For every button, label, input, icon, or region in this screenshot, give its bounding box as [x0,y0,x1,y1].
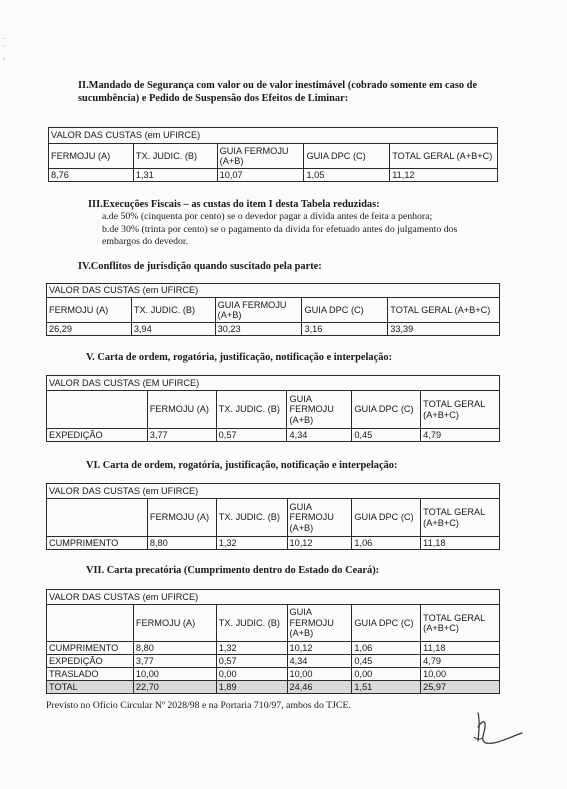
value-guia-fermoju: 4,34 [287,655,352,668]
header-total-geral: TOTAL GERAL (A+B+C) [390,144,498,169]
value-guia-fermoju: 4,34 [287,429,352,442]
row-label: EXPEDIÇÃO [47,655,134,668]
header-guia-fermoju: GUIA FERMOJU (A+B) [217,144,304,169]
value-total-geral: 25,97 [421,681,500,694]
total-row [47,681,500,694]
table-row [47,642,500,655]
header-total-geral: TOTAL GERAL (A+B+C) [421,391,500,429]
table-title: VALOR DAS CUSTAS (em UFIRCE) [47,284,500,298]
value-fermoju: 3,77 [133,655,216,668]
value-tx-judic: 0,57 [216,429,287,442]
value-guia-fermoju: 10,12 [287,642,352,655]
section-4-title: IV.Conflitos de jurisdição quando suscitado pela parte: [78,261,322,272]
value-fermoju: 26,29 [47,323,132,336]
value-guia-dpc: 1,06 [352,642,421,655]
header-fermoju: FERMOJU (A) [49,144,134,169]
value-fermoju: 8,80 [133,642,216,655]
value-guia-dpc: 0,45 [352,429,421,442]
header-guia-fermoju: GUIA FERMOJU (A+B) [287,391,352,429]
table-title: VALOR DAS CUSTAS (em UFIRCE) [49,128,498,144]
signature-icon [470,707,530,757]
value-tx-judic: 1,89 [216,681,287,694]
value-fermoju: 8,76 [49,169,134,182]
value-guia-fermoju: 24,46 [287,681,352,694]
value-tx-judic: 0,00 [216,668,287,681]
header-empty [47,391,148,429]
header-guia-fermoju: GUIA FERMOJU (A+B) [215,298,302,323]
section-3-line-b2: embargos do devedor. [102,236,189,247]
value-guia-fermoju: 10,12 [287,537,352,550]
section-6-table [46,483,500,550]
table-title: VALOR DAS CUSTAS (EM UFIRCE) [47,376,500,391]
value-tx-judic: 1,31 [133,169,217,182]
value-total-geral: 33,39 [388,323,500,336]
header-total-geral: TOTAL GERAL (A+B+C) [421,605,500,642]
row-label: CUMPRIMENTO [47,537,148,550]
section-2-title-line1: II.Mandado de Segurança com valor ou de valor inestimável (cobrado somente em caso de [78,80,478,91]
value-guia-dpc: 1,05 [304,169,390,182]
header-guia-fermoju: GUIA FERMOJU (A+B) [287,605,352,642]
header-guia-dpc: GUIA DPC (C) [352,605,421,642]
row-label: EXPEDIÇÃO [47,429,148,442]
value-fermoju: 8,80 [147,537,216,550]
value-guia-fermoju: 10,07 [217,169,304,182]
value-fermoju: 10,00 [133,668,216,681]
header-tx-judic: TX. JUDIC. (B) [131,298,215,323]
header-total-geral: TOTAL GERAL (A+B+C) [421,499,500,537]
table-title: VALOR DAS CUSTAS (em UFIRCE) [47,590,500,605]
header-empty [47,605,134,642]
scan-marks: . · , [3,32,6,61]
row-label: CUMPRIMENTO [47,642,134,655]
value-total-geral: 11,18 [421,537,500,550]
value-guia-dpc: 1,06 [352,537,421,550]
value-guia-dpc: 0,45 [352,655,421,668]
value-guia-dpc: 3,16 [302,323,388,336]
section-5-title: V. Carta de ordem, rogatória, justificação, notificação e interpelação: [86,352,393,363]
header-tx-judic: TX. JUDIC. (B) [133,144,217,169]
value-tx-judic: 1,32 [216,642,287,655]
header-guia-dpc: GUIA DPC (C) [352,499,421,537]
section-6-title: VI. Carta de ordem, rogatória, justificação, notificação e interpelação: [86,460,398,471]
table-row [47,655,500,668]
value-total-geral: 11,18 [421,642,500,655]
table-title: VALOR DAS CUSTAS (em UFIRCE) [47,484,500,499]
value-tx-judic: 3,94 [131,323,215,336]
value-tx-judic: 0,57 [216,655,287,668]
value-fermoju: 22,70 [133,681,216,694]
header-guia-fermoju: GUIA FERMOJU (A+B) [287,499,352,537]
table-row [47,668,500,681]
value-total-geral: 10,00 [421,668,500,681]
section-7-table [46,589,500,694]
footer-note: Previsto no Ofício Circular Nº 2028/98 e na Portaria 710/97, ambos do TJCE. [46,700,351,711]
header-empty [47,499,148,537]
value-guia-dpc: 1,51 [352,681,421,694]
value-total-geral: 11,12 [390,169,498,182]
section-2-title-line2: sucumbência) e Pedido de Suspensão dos Efeitos de Liminar: [78,93,349,104]
value-guia-fermoju: 10,00 [287,668,352,681]
header-total-geral: TOTAL GERAL (A+B+C) [388,298,500,323]
header-tx-judic: TX. JUDIC. (B) [216,605,287,642]
header-fermoju: FERMOJU (A) [47,298,132,323]
section-4-table [46,283,500,336]
value-tx-judic: 1,32 [216,537,287,550]
value-fermoju: 3,77 [147,429,216,442]
section-2-title [78,79,518,105]
section-3-line-b1: b.de 30% (trinta por cento) se o pagamento da dívida for efetuado antes do julgamento dos [102,223,458,235]
section-7-title: VII. Carta precatória (Cumprimento dentro do Estado do Ceará): [86,565,380,576]
row-label: TRASLADO [47,668,134,681]
header-tx-judic: TX. JUDIC. (B) [216,391,287,429]
row-label: TOTAL [47,681,134,694]
section-3-line-a: a.de 50% (cinquenta por cento) se o devedor pagar a dívida antes de feita a penhora; [102,211,433,222]
value-total-geral: 4,79 [421,429,500,442]
section-3-body [102,211,522,249]
section-2-table [48,127,498,182]
header-guia-dpc: GUIA DPC (C) [304,144,390,169]
header-tx-judic: TX. JUDIC. (B) [216,499,287,537]
header-fermoju: FERMOJU (A) [147,499,216,537]
section-3-title: III.Execuções Fiscais – as custas do item I desta Tabela reduzidas: [88,199,380,210]
header-guia-dpc: GUIA DPC (C) [352,391,421,429]
header-fermoju: FERMOJU (A) [133,605,216,642]
value-guia-fermoju: 30,23 [215,323,302,336]
header-guia-dpc: GUIA DPC (C) [302,298,388,323]
header-fermoju: FERMOJU (A) [147,391,216,429]
value-guia-dpc: 0,00 [352,668,421,681]
section-5-table [46,375,500,442]
value-total-geral: 4,79 [421,655,500,668]
